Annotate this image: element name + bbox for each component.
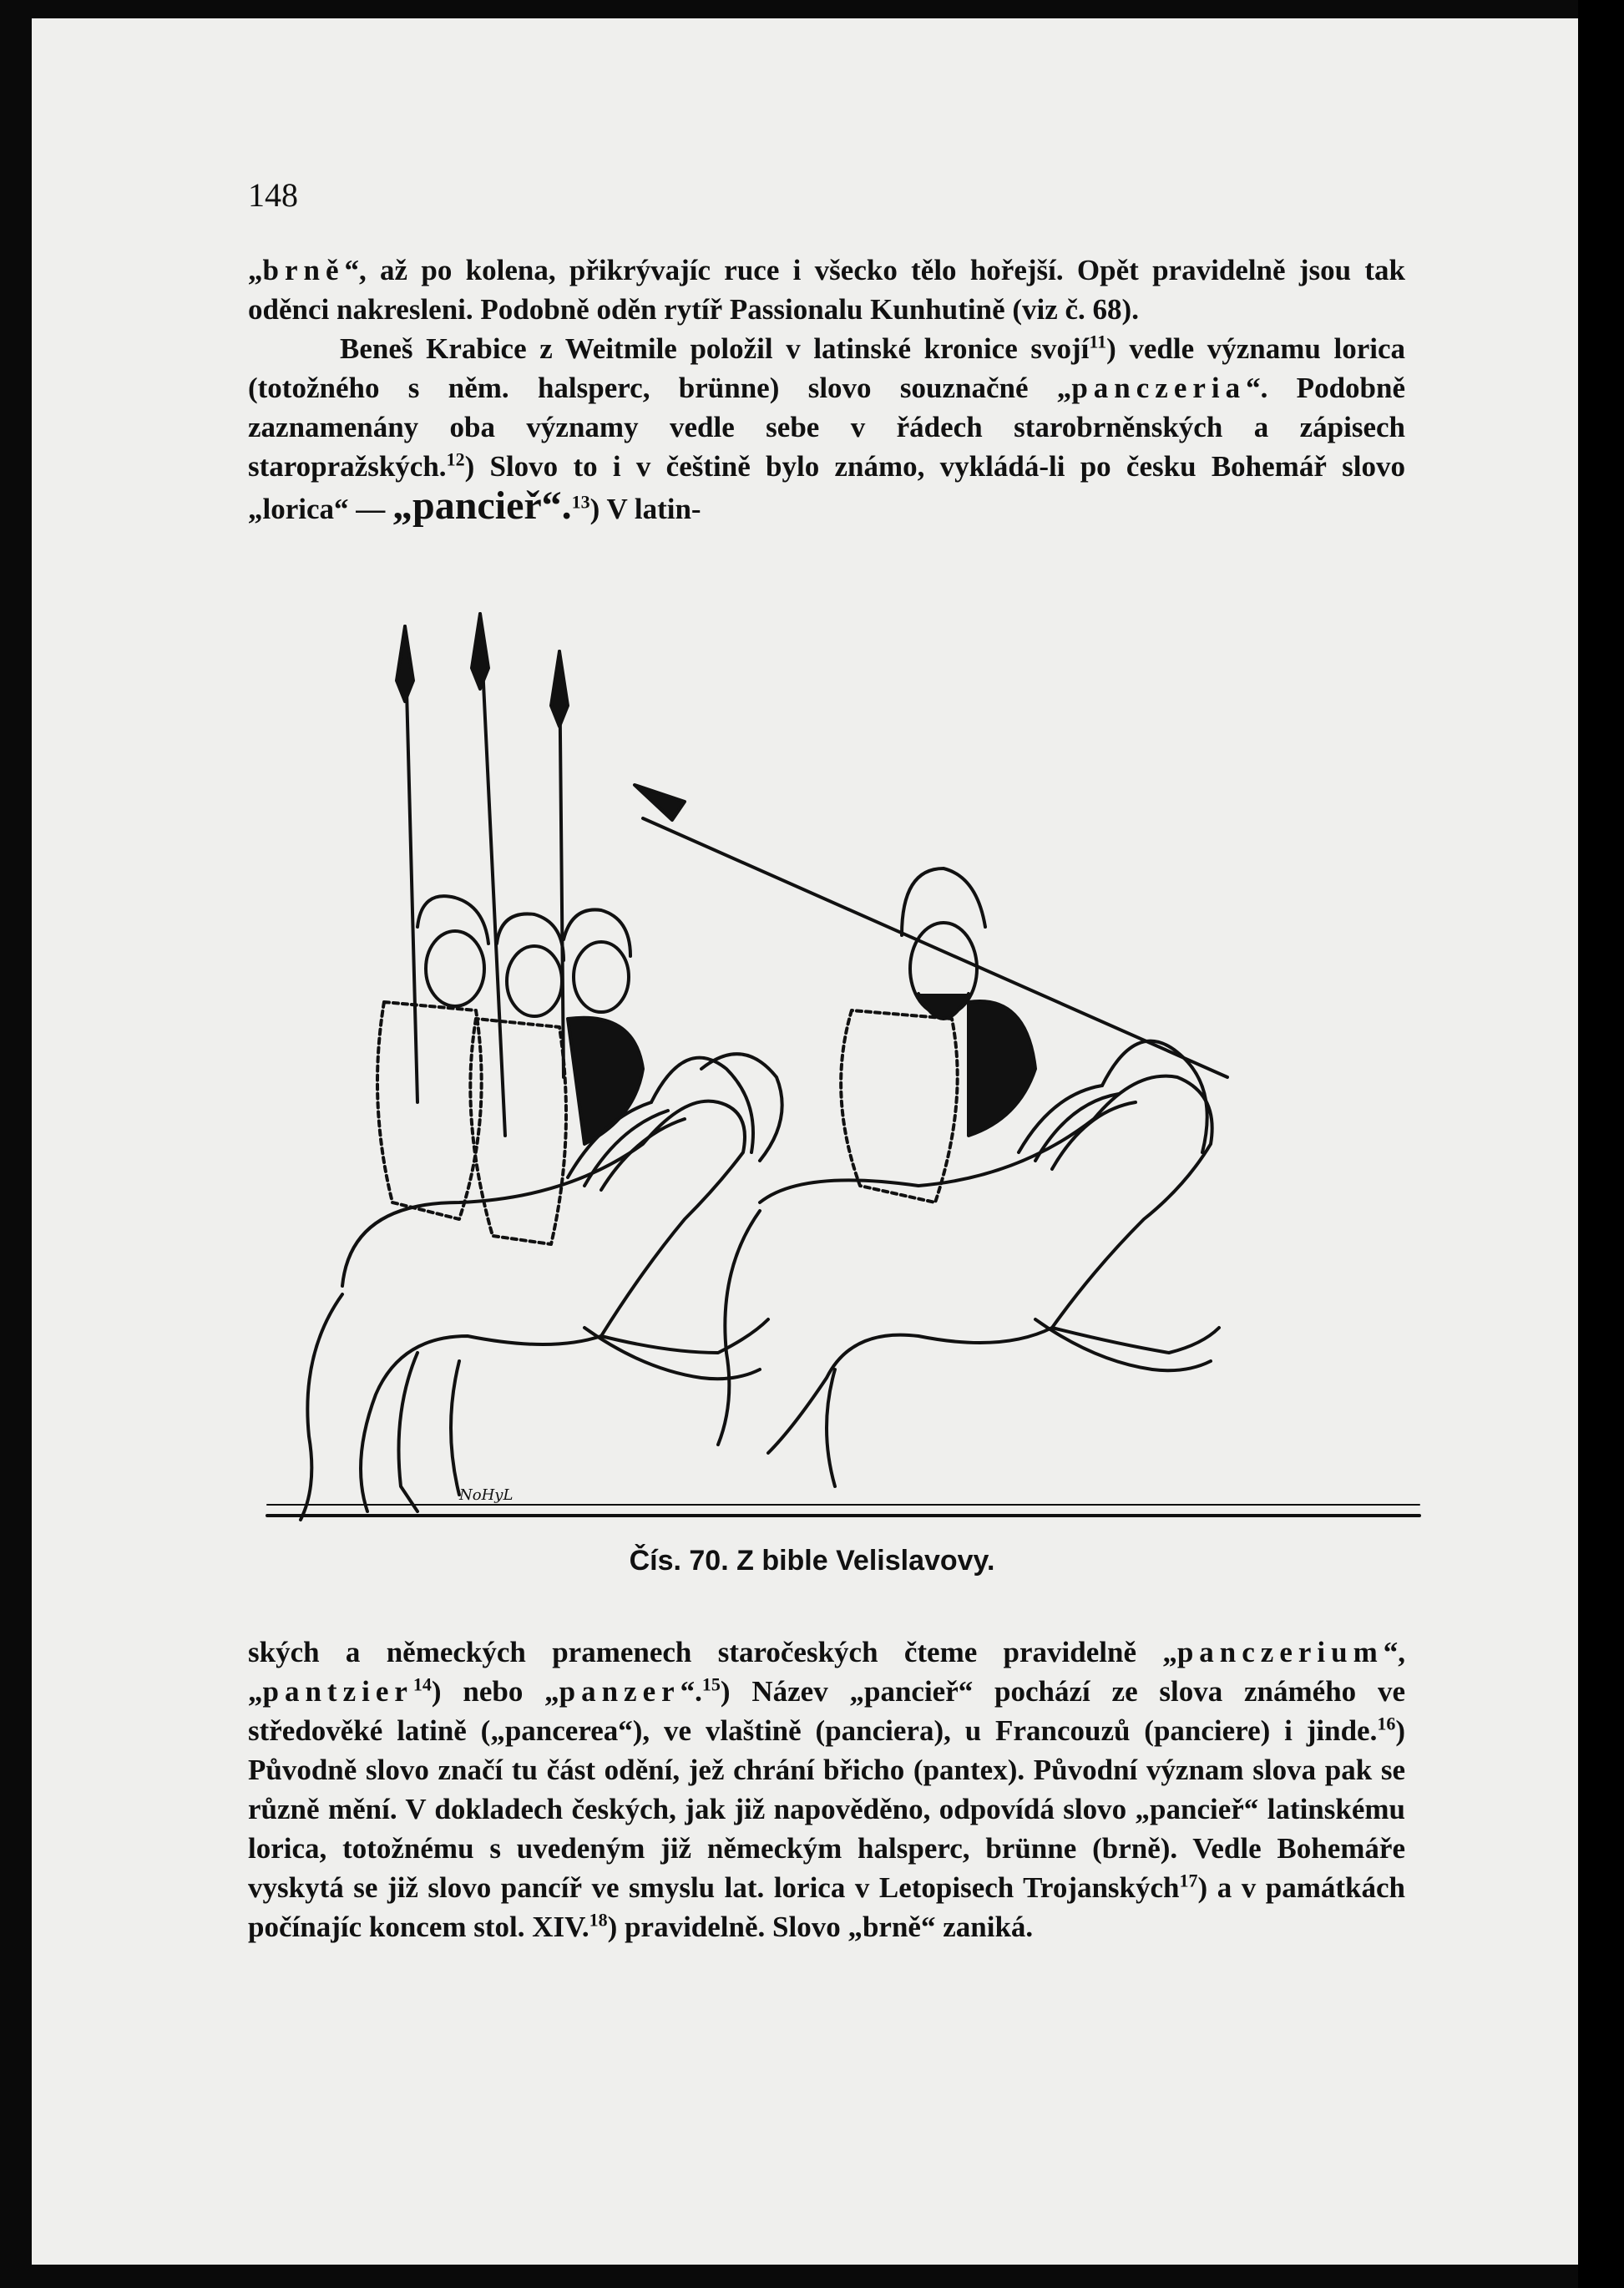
horse-leg — [451, 1361, 459, 1495]
horse-leg — [584, 1328, 760, 1379]
lance-tip — [635, 785, 685, 820]
footnote-ref: 14 — [412, 1673, 432, 1695]
shield — [568, 1018, 643, 1144]
horse-tail — [718, 1211, 760, 1445]
artist-signature: NoHyL — [459, 1486, 514, 1504]
face — [507, 946, 562, 1016]
horse-head — [701, 1054, 782, 1161]
helmet — [902, 868, 985, 935]
figure-caption: Čís. 70. Z bible Velislavovy. — [629, 1545, 995, 1577]
emphasized-word: panzer — [559, 1675, 680, 1708]
shield — [969, 1001, 1035, 1136]
footnote-ref: 13 — [571, 491, 590, 513]
emphasized-word: pantzier — [262, 1675, 413, 1708]
horse-head — [651, 1058, 753, 1152]
horse-leg — [827, 1369, 835, 1486]
page-number: 148 — [248, 176, 298, 214]
horse-leg — [1052, 1328, 1219, 1353]
figure-illustration — [250, 601, 1428, 1528]
face — [574, 942, 629, 1012]
emphasized-word: brně — [262, 254, 345, 286]
helmet — [564, 909, 630, 956]
footnote-ref: 15 — [701, 1673, 721, 1695]
face — [426, 931, 484, 1006]
scan-border — [1578, 0, 1624, 2288]
emphasized-word-large: „pancieř“. — [392, 483, 572, 528]
footnote-ref: 12 — [446, 448, 465, 470]
spear-tip — [397, 626, 413, 701]
top-text — [248, 251, 1405, 529]
spear-tip — [551, 651, 568, 726]
spear-tip — [472, 614, 488, 689]
paragraph-3: ských a německých pramenech staročeských čteme pravidelně „panczerium“, „pantzier$^{14}$) nebo „panzer“.$^{15}$) Název „pancieř“ pochází ze slova známého ve středověké latině („pancerea“), ve vlaštině (panciera), u Francouzů (panciere) i jinde.$^{16}$) Původně slovo značí tu část odění, jež chrání břicho (pantex). Původní význam slova pak se různě mění. V dokladech českých, jak již napověděno, odpovídá slovo „pancieř“ latinskému lorica, totožnému s uvedeným již německým halsperc, brünne (brně). Vedle Bohemáře vyskytá se již slovo pancíř ve smyslu lat. lorica v Letopisech Trojanských$^{17}$) a v památkách počínajíc koncem stol. XIV.$^{18}$) pravidelně. Slovo „brně“ zaniká. — [248, 1636, 1406, 1943]
mail-armor — [470, 1019, 566, 1244]
paragraph-1: „brně“, až po kolena, přikrývajíc ruce i všecko tělo hořejší. Opět pravidelně jsou tak oděnci nakresleni. Podobně oděn rytíř Passionalu Kunhutině (viz č. 68). — [248, 254, 1405, 326]
paragraph-2: Beneš Krabice z Weitmile položil v latinské kronice svojí$^{11}$) vedle významu lorica (totožného s něm. halsperc, brünne) slovo souznačné „panczeria“. Podobně zaznamenány oba významy vedle sebe v řádech starobrněnských a zápisech staropražských.$^{12}$) Slovo to i v češtině bylo známo, vykládá-li po česku Bohemář slovo „lorica“ — „pancieř“.$^{13}$) V latin- — [248, 331, 1405, 528]
footnote-ref: 16 — [1377, 1713, 1396, 1734]
spear-shaft — [480, 614, 505, 1136]
horse-leg — [399, 1353, 418, 1511]
helmet — [417, 896, 488, 944]
lance-shaft — [643, 818, 1227, 1077]
footnote-ref: 17 — [1179, 1870, 1198, 1891]
emphasized-word: panczeria — [1071, 372, 1247, 404]
bottom-text — [248, 1632, 1405, 1946]
mail-armor — [377, 1002, 482, 1219]
horse-leg — [601, 1319, 768, 1353]
helmet — [497, 914, 564, 960]
footnote-ref: 11 — [1089, 331, 1107, 352]
footnote-ref: 18 — [589, 1909, 608, 1931]
horse-mane — [1019, 1086, 1136, 1169]
horse-tail — [301, 1294, 342, 1520]
emphasized-word: panczerium — [1176, 1636, 1384, 1668]
mail-armor — [841, 1010, 958, 1202]
horse-body — [342, 1101, 745, 1511]
